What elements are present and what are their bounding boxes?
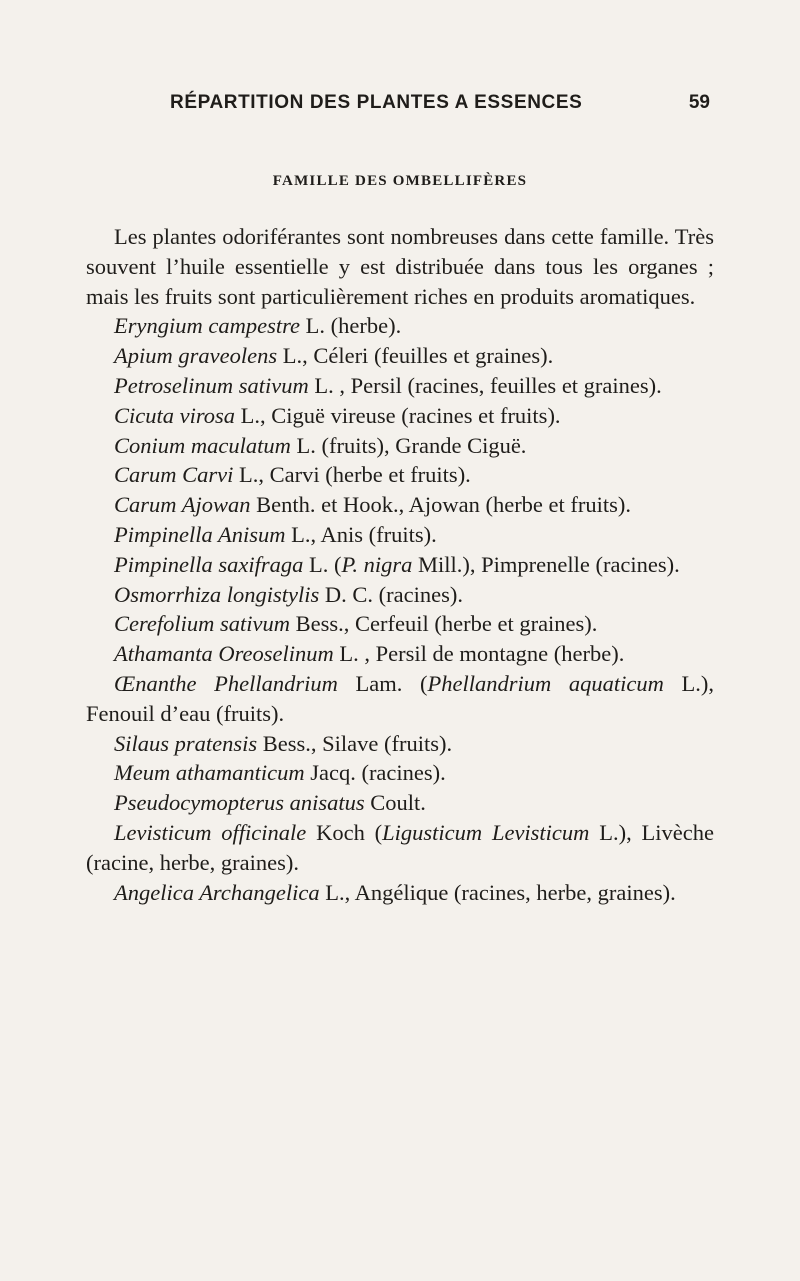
entry-details-part-1: Koch ( xyxy=(306,819,383,845)
entry-conium xyxy=(86,431,714,461)
entry-osmorrhiza xyxy=(86,580,714,610)
scientific-name: Pseudocymopterus anisatus xyxy=(114,790,365,816)
text-block xyxy=(86,222,714,907)
entry-eryngium xyxy=(86,311,714,341)
entry-details: Jacq. (racines). xyxy=(304,760,446,786)
entry-details-part-2: Mill.), Pimprenelle (racines). xyxy=(412,551,680,577)
entry-cerefolium xyxy=(86,609,714,639)
running-head xyxy=(170,92,710,120)
entry-details: L. , Persil de montagne (herbe). xyxy=(333,641,625,667)
entry-details: Bess., Cerfeuil (herbe et graines). xyxy=(290,611,598,637)
scientific-name: Pimpinella saxifraga xyxy=(114,551,304,577)
scientific-name: Angelica Archangelica xyxy=(114,879,320,905)
scientific-name: Pimpinella Anisum xyxy=(114,521,286,547)
intro-paragraph: Les plantes odoriférantes sont nombreuses dans cette famille. Très souvent l’huile essentielle y est distribuée dans tous les organes ; mais les fruits sont particulièrement riches en produits aromatiques. xyxy=(86,224,714,309)
entry-carum-ajowan xyxy=(86,490,714,520)
scientific-name: Levisticum officinale xyxy=(114,819,307,845)
scientific-name: Meum athamanticum xyxy=(114,760,305,786)
page-number: 59 xyxy=(688,92,710,113)
running-title: RÉPARTITION DES PLANTES A ESSENCES xyxy=(170,92,583,113)
entry-petroselinum xyxy=(86,371,714,401)
scientific-name: Silaus pratensis xyxy=(114,730,258,756)
entry-levisticum xyxy=(86,818,714,878)
scientific-name: Petroselinum sativum xyxy=(114,372,309,398)
entry-details-part-1: L. ( xyxy=(303,551,342,577)
scientific-name: Conium maculatum xyxy=(114,432,291,458)
entry-details: L. (fruits), Grande Ciguë. xyxy=(290,432,527,458)
entry-cicuta xyxy=(86,401,714,431)
scientific-name: Carum Carvi xyxy=(114,462,234,488)
scientific-name: Œnanthe Phellandrium xyxy=(114,670,338,696)
entry-details: L. , Persil (racines, feuilles et graines). xyxy=(308,372,662,398)
entry-details-part-1: Lam. ( xyxy=(337,670,428,696)
scientific-name: Apium graveolens xyxy=(114,343,278,369)
scientific-name-secondary: Ligusticum Levisticum xyxy=(382,819,590,845)
entry-pimpinella-anisum xyxy=(86,520,714,550)
entry-details: Bess., Silave (fruits). xyxy=(257,730,453,756)
entry-silaus xyxy=(86,729,714,759)
entry-details-part-2: L.), Fenouil d’eau (fruits). xyxy=(86,670,714,726)
entry-pimpinella-saxifraga xyxy=(86,550,714,580)
scientific-name: Eryngium campestre xyxy=(114,313,300,339)
entry-details: Benth. et Hook., Ajowan (herbe et fruits). xyxy=(250,492,632,518)
entry-carum-carvi xyxy=(86,460,714,490)
entry-details: L., Angélique (racines, herbe, graines). xyxy=(319,879,676,905)
entry-details: L., Céleri (feuilles et graines). xyxy=(277,343,554,369)
entry-apium xyxy=(86,341,714,371)
entry-athamanta xyxy=(86,639,714,669)
scientific-name: Athamanta Oreoselinum xyxy=(114,641,334,667)
scientific-name-secondary: Phellandrium aquaticum xyxy=(427,670,664,696)
entry-details: L. (herbe). xyxy=(300,313,402,339)
entry-oenanthe xyxy=(86,669,714,729)
section-title: FAMILLE DES OMBELLIFÈRES xyxy=(272,173,528,189)
entry-details-part-2: L.), Livèche (racine, herbe, graines). xyxy=(86,819,714,875)
entry-angelica xyxy=(86,878,714,908)
entry-details: L., Ciguë vireuse (racines et fruits). xyxy=(235,402,561,428)
entry-meum xyxy=(86,758,714,788)
entry-details: Coult. xyxy=(364,790,426,816)
entry-details: L., Anis (fruits). xyxy=(285,521,437,547)
scientific-name-secondary: P. nigra xyxy=(341,551,413,577)
scientific-name: Osmorrhiza longistylis xyxy=(114,581,320,607)
entry-pseudocymopterus xyxy=(86,788,714,818)
scientific-name: Cicuta virosa xyxy=(114,402,236,428)
scientific-name: Carum Ajowan xyxy=(114,492,251,518)
entry-details: D. C. (racines). xyxy=(319,581,463,607)
entry-details: L., Carvi (herbe et fruits). xyxy=(233,462,471,488)
scientific-name: Cerefolium sativum xyxy=(114,611,291,637)
